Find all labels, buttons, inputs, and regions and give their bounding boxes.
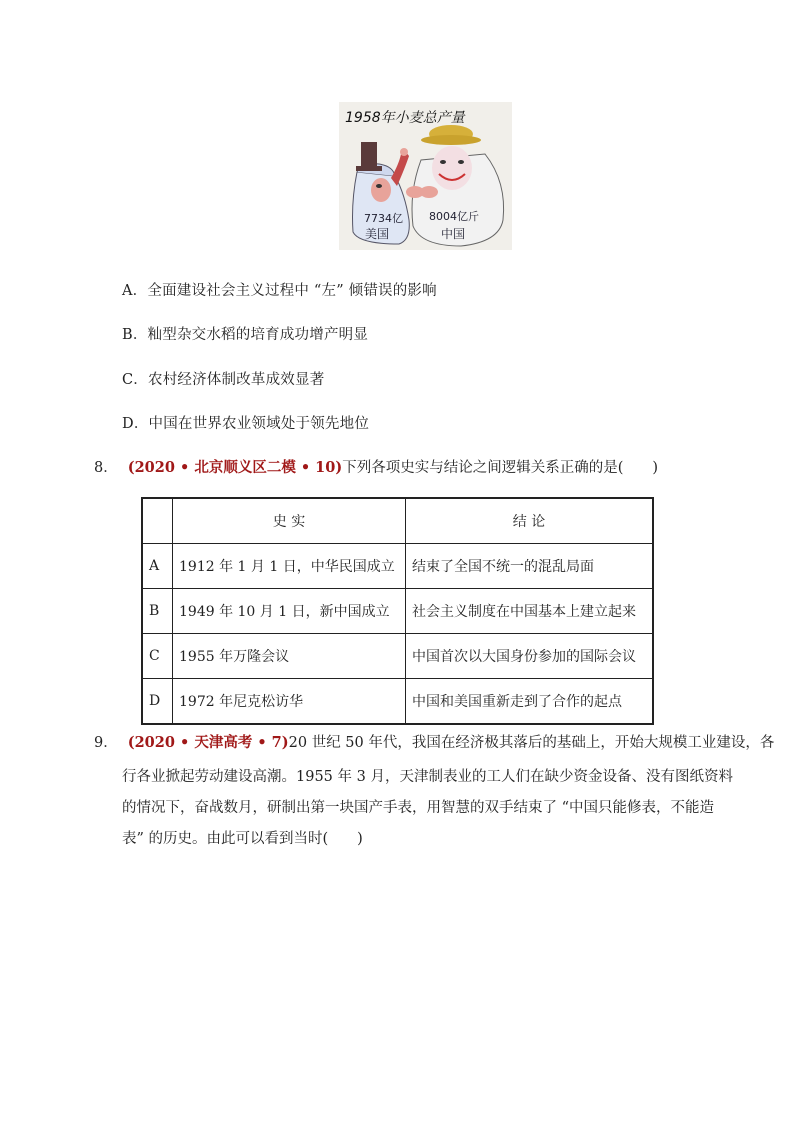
row-key: D	[142, 679, 173, 725]
question-number: 9．	[94, 735, 118, 751]
left-sack-number: 7734亿	[364, 212, 403, 225]
option-d: D．中国在世界农业领域处于领先地位	[122, 416, 370, 432]
row-fact: 1955 年万隆会议	[173, 634, 406, 679]
row-conclusion: 中国首次以大国身份参加的国际会议	[406, 634, 654, 679]
right-sack-number: 8004亿斤	[429, 210, 479, 223]
cartoon-caption: 1958年小麦总产量	[345, 110, 465, 126]
table-header-row	[142, 498, 653, 544]
row-fact: 1972 年尼克松访华	[173, 679, 406, 725]
row-key: A	[142, 544, 173, 589]
question-stem-line1: 20 世纪 50 年代，我国在经济极其落后的基础上，开始大规模工业建设，各	[288, 735, 775, 751]
question-number: 8．	[94, 460, 118, 476]
table-header-cell: 结 论	[406, 498, 654, 544]
question-stem: 下列各项史实与结论之间逻辑关系正确的是( )	[342, 460, 659, 476]
table-row	[142, 634, 653, 679]
right-sack-country: 中国	[441, 227, 466, 241]
question-stem-line4: 表” 的历史。由此可以看到当时( )	[122, 831, 363, 847]
table-row	[142, 589, 653, 634]
question-stem-line3: 的情况下，奋战数月，研制出第一块国产手表，用智慧的双手结束了 “中国只能修表，不能造	[122, 800, 715, 816]
row-conclusion: 结束了全国不统一的混乱局面	[406, 544, 654, 589]
row-key: B	[142, 589, 173, 634]
option-a: A．全面建设社会主义过程中 “左” 倾错误的影响	[122, 283, 437, 299]
table-row	[142, 544, 653, 589]
cartoon-drawing	[339, 102, 512, 250]
table-header-cell	[142, 498, 173, 544]
question-8	[94, 458, 658, 478]
question-source: (2020 • 北京顺义区二模 • 10)	[127, 459, 343, 476]
question-9	[94, 733, 774, 753]
facts-table	[141, 497, 654, 725]
left-sack-country: 美国	[365, 227, 390, 241]
question-stem-line2: 行各业掀起劳动建设高潮。1955 年 3 月，天津制表业的工人们在缺少资金设备、没有图纸资料	[122, 769, 733, 785]
question-source: (2020 • 天津高考 • 7)	[127, 734, 289, 751]
table-row	[142, 679, 653, 725]
cartoon-image	[339, 102, 512, 250]
row-fact: 1912 年 1 月 1 日，中华民国成立	[173, 544, 406, 589]
option-c: C．农村经济体制改革成效显著	[122, 372, 325, 388]
row-conclusion: 中国和美国重新走到了合作的起点	[406, 679, 654, 725]
table-header-cell: 史 实	[173, 498, 406, 544]
row-fact: 1949 年 10 月 1 日，新中国成立	[173, 589, 406, 634]
option-b: B．籼型杂交水稻的培育成功增产明显	[122, 327, 369, 343]
row-conclusion: 社会主义制度在中国基本上建立起来	[406, 589, 654, 634]
row-key: C	[142, 634, 173, 679]
